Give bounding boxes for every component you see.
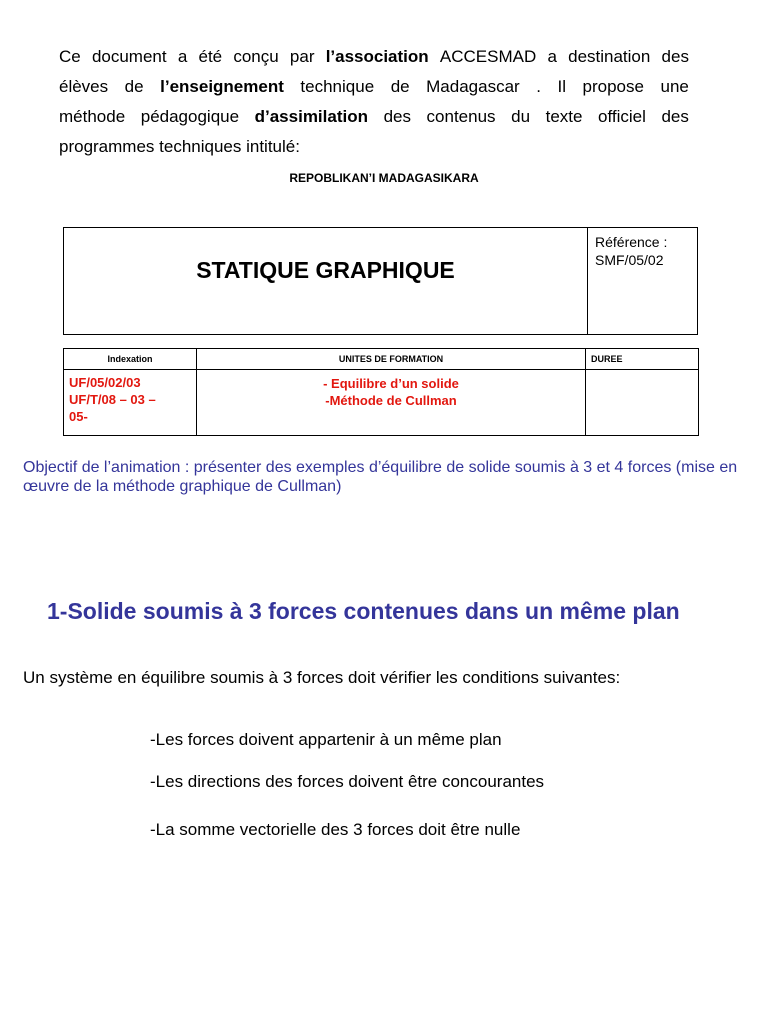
intro-word: texte (545, 107, 583, 126)
indexation-line: UF/T/08 – 03 – (69, 392, 156, 407)
intro-word: de (390, 77, 410, 96)
intro-word: une (660, 77, 689, 96)
intro-line (59, 102, 689, 132)
indexation-line: 05- (69, 409, 88, 424)
conditions-lead: Un système en équilibre soumis à 3 forces doit vérifier les conditions suivantes: (23, 668, 621, 687)
units-cell (197, 370, 586, 436)
intro-word: Il (557, 77, 566, 96)
intro-word: contenus (426, 107, 496, 126)
intro-word: a (177, 47, 188, 66)
section-heading: 1-Solide soumis à 3 forces contenues dans un même plan (47, 598, 680, 624)
title-box (63, 227, 698, 335)
intro-emphasis: d’assimilation (254, 107, 368, 126)
duree-cell (586, 370, 699, 436)
condition-item: -Les forces doivent appartenir à un même plan (150, 730, 502, 749)
intro-word: des (661, 107, 689, 126)
intro-word: ACCESMAD (439, 47, 537, 66)
reference-cell (595, 233, 667, 269)
document-title: STATIQUE GRAPHIQUE (196, 257, 455, 283)
intro-last-line: programmes techniques intitulé: (59, 137, 300, 156)
intro-word: technique (300, 77, 375, 96)
intro-line (59, 132, 689, 162)
unit-item: -Méthode de Cullman (325, 393, 457, 408)
intro-word: conçu (233, 47, 279, 66)
header-units: UNITES DE FORMATION (197, 349, 586, 370)
intro-word: officiel (598, 107, 646, 126)
intro-paragraph (59, 42, 689, 162)
intro-word: pédagogique (140, 107, 240, 126)
condition-item: -Les directions des forces doivent être concourantes (150, 772, 545, 791)
intro-word: . (536, 77, 541, 96)
intro-line (59, 72, 689, 102)
intro-word: des (383, 107, 411, 126)
indexation-cell (64, 370, 197, 436)
intro-word: des (661, 47, 689, 66)
indexation-line: UF/05/02/03 (69, 375, 141, 390)
table-row (64, 370, 699, 436)
header-duree: DUREE (586, 349, 699, 370)
title-cell (64, 228, 588, 334)
intro-word: propose (582, 77, 644, 96)
intro-word: de (124, 77, 144, 96)
republic-heading: REPOBLIKAN’I MADAGASIKARA (289, 171, 479, 185)
intro-word: du (511, 107, 531, 126)
intro-word: Ce (59, 47, 81, 66)
intro-word: élèves (59, 77, 109, 96)
unit-item: - Equilibre d’un solide (323, 376, 459, 391)
intro-word: destination (568, 47, 651, 66)
reference-label: Référence : (595, 234, 668, 250)
table-header-row (64, 349, 699, 370)
intro-emphasis: l’association (325, 47, 429, 66)
header-indexation: Indexation (64, 349, 197, 370)
intro-emphasis: l’enseignement (160, 77, 284, 96)
reference-value: SMF/05/02 (595, 252, 664, 268)
objective-text: Objectif de l’animation : présenter des exemples d’équilibre de solide soumis à 3 et 4 forces (mise en œuvre de la méthode graphique de Cullman) (23, 459, 738, 495)
units-table (63, 348, 699, 436)
intro-word: été (198, 47, 223, 66)
intro-word: méthode (59, 107, 126, 126)
intro-line (59, 42, 689, 72)
condition-item: -La somme vectorielle des 3 forces doit être nulle (150, 820, 521, 839)
intro-word: par (289, 47, 315, 66)
intro-word: Madagascar (426, 77, 520, 96)
intro-word: document (91, 47, 167, 66)
intro-word: a (547, 47, 557, 66)
